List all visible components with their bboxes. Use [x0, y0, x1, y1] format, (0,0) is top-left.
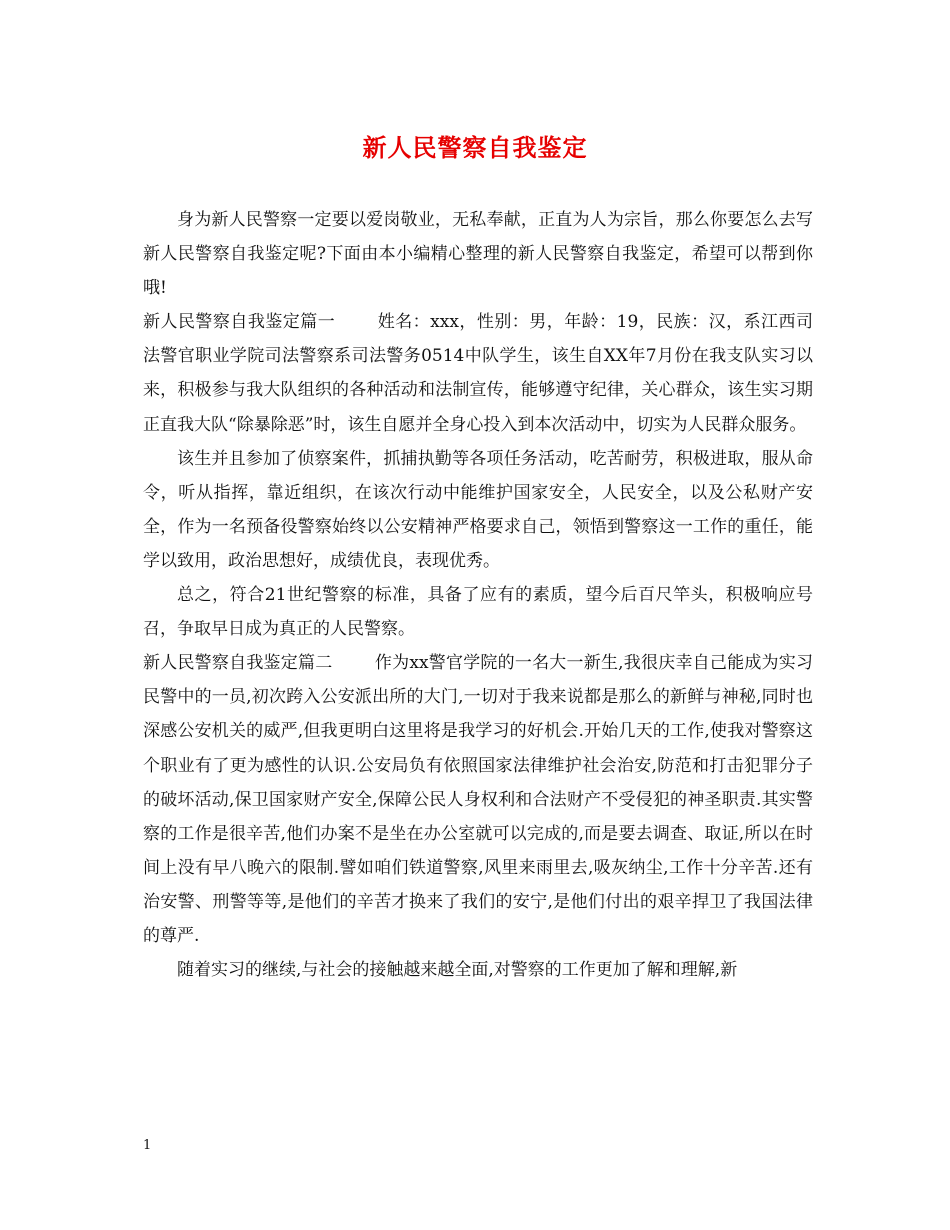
paragraph-intro [143, 203, 813, 305]
paragraph-text: 作为xx警官学院的一名大一新生,我很庆幸自己能成为实习民警中的一员,初次跨入公安派出所的大门,一切对于我来说都是那么的新鲜与神秘,同时也深感公安机关的威严,但我更明白这里将是我学习的好机会.开始几天的工作,使我对警察这个职业有了更为感性的认识.公安局负有依照国家法律维护社会治安,防范和打击犯罪分子的破坏活动,保卫国家财产安全,保障公民人身权利和合法财产不受侵犯的神圣职责.其实警察的工作是很辛苦,他们办案不是坐在办公室就可以完成的,而是要去调查、取证,所以在时间上没有早八晚六的限制.譬如咱们铁道警察,风里来雨里去,吸灰纳尘,工作十分辛苦.还有治安警、刑警等等,是他们的辛苦才换来了我们的安宁,是他们付出的艰辛捍卫了我国法律的尊严. [143, 653, 814, 946]
paragraph-duties [143, 442, 813, 578]
document-body [143, 203, 813, 987]
paragraph-text: 身为新人民警察一定要以爱岗敬业，无私奉献，正直为人为宗旨，那么你要怎么去写新人民警察自我鉴定呢?下面由本小编精心整理的新人民警察自我鉴定，希望可以帮到你哦! [143, 210, 813, 299]
paragraph-text: 该生并且参加了侦察案件，抓捕执勤等各项任务活动，吃苦耐劳，积极进取，服从命令，听从指挥，靠近组织，在该次行动中能维护国家安全，人民安全，以及公私财产安全，作为一名预备役警察始终以公安精神严格要求自己，领悟到警察这一工作的重任，能学以致用，政治思想好，成绩优良，表现优秀。 [143, 448, 813, 571]
paragraph-summary [143, 578, 813, 646]
section-heading: 新人民警察自我鉴定篇一 [143, 312, 336, 333]
paragraph-text: 总之，符合21世纪警察的标准，具备了应有的素质，望今后百尺竿头，积极响应号召，争取早日成为真正的人民警察。 [143, 585, 813, 640]
section-heading: 新人民警察自我鉴定篇二 [143, 653, 333, 674]
paragraph-section-one [143, 305, 813, 441]
document-title: 新人民警察自我鉴定 [362, 133, 588, 162]
paragraph-text: 随着实习的继续,与社会的接触越来越全面,对警察的工作更加了解和理解,新 [177, 960, 738, 981]
page-number: 1 [143, 1138, 152, 1153]
paragraph-continuation [143, 953, 813, 987]
paragraph-text: 姓名：xxx，性别：男，年龄：19，民族：汉，系江西司法警官职业学院司法警察系司法警务0514中队学生，该生自XX年7月份在我支队实习以来，积极参与我大队组织的各种活动和法制宣传，能够遵守纪律，关心群众，该生实习期正直我大队“除暴除恶”时，该生自愿并全身心投入到本次活动中，切实为人民群众服务。 [143, 312, 813, 435]
paragraph-section-two [143, 646, 813, 953]
